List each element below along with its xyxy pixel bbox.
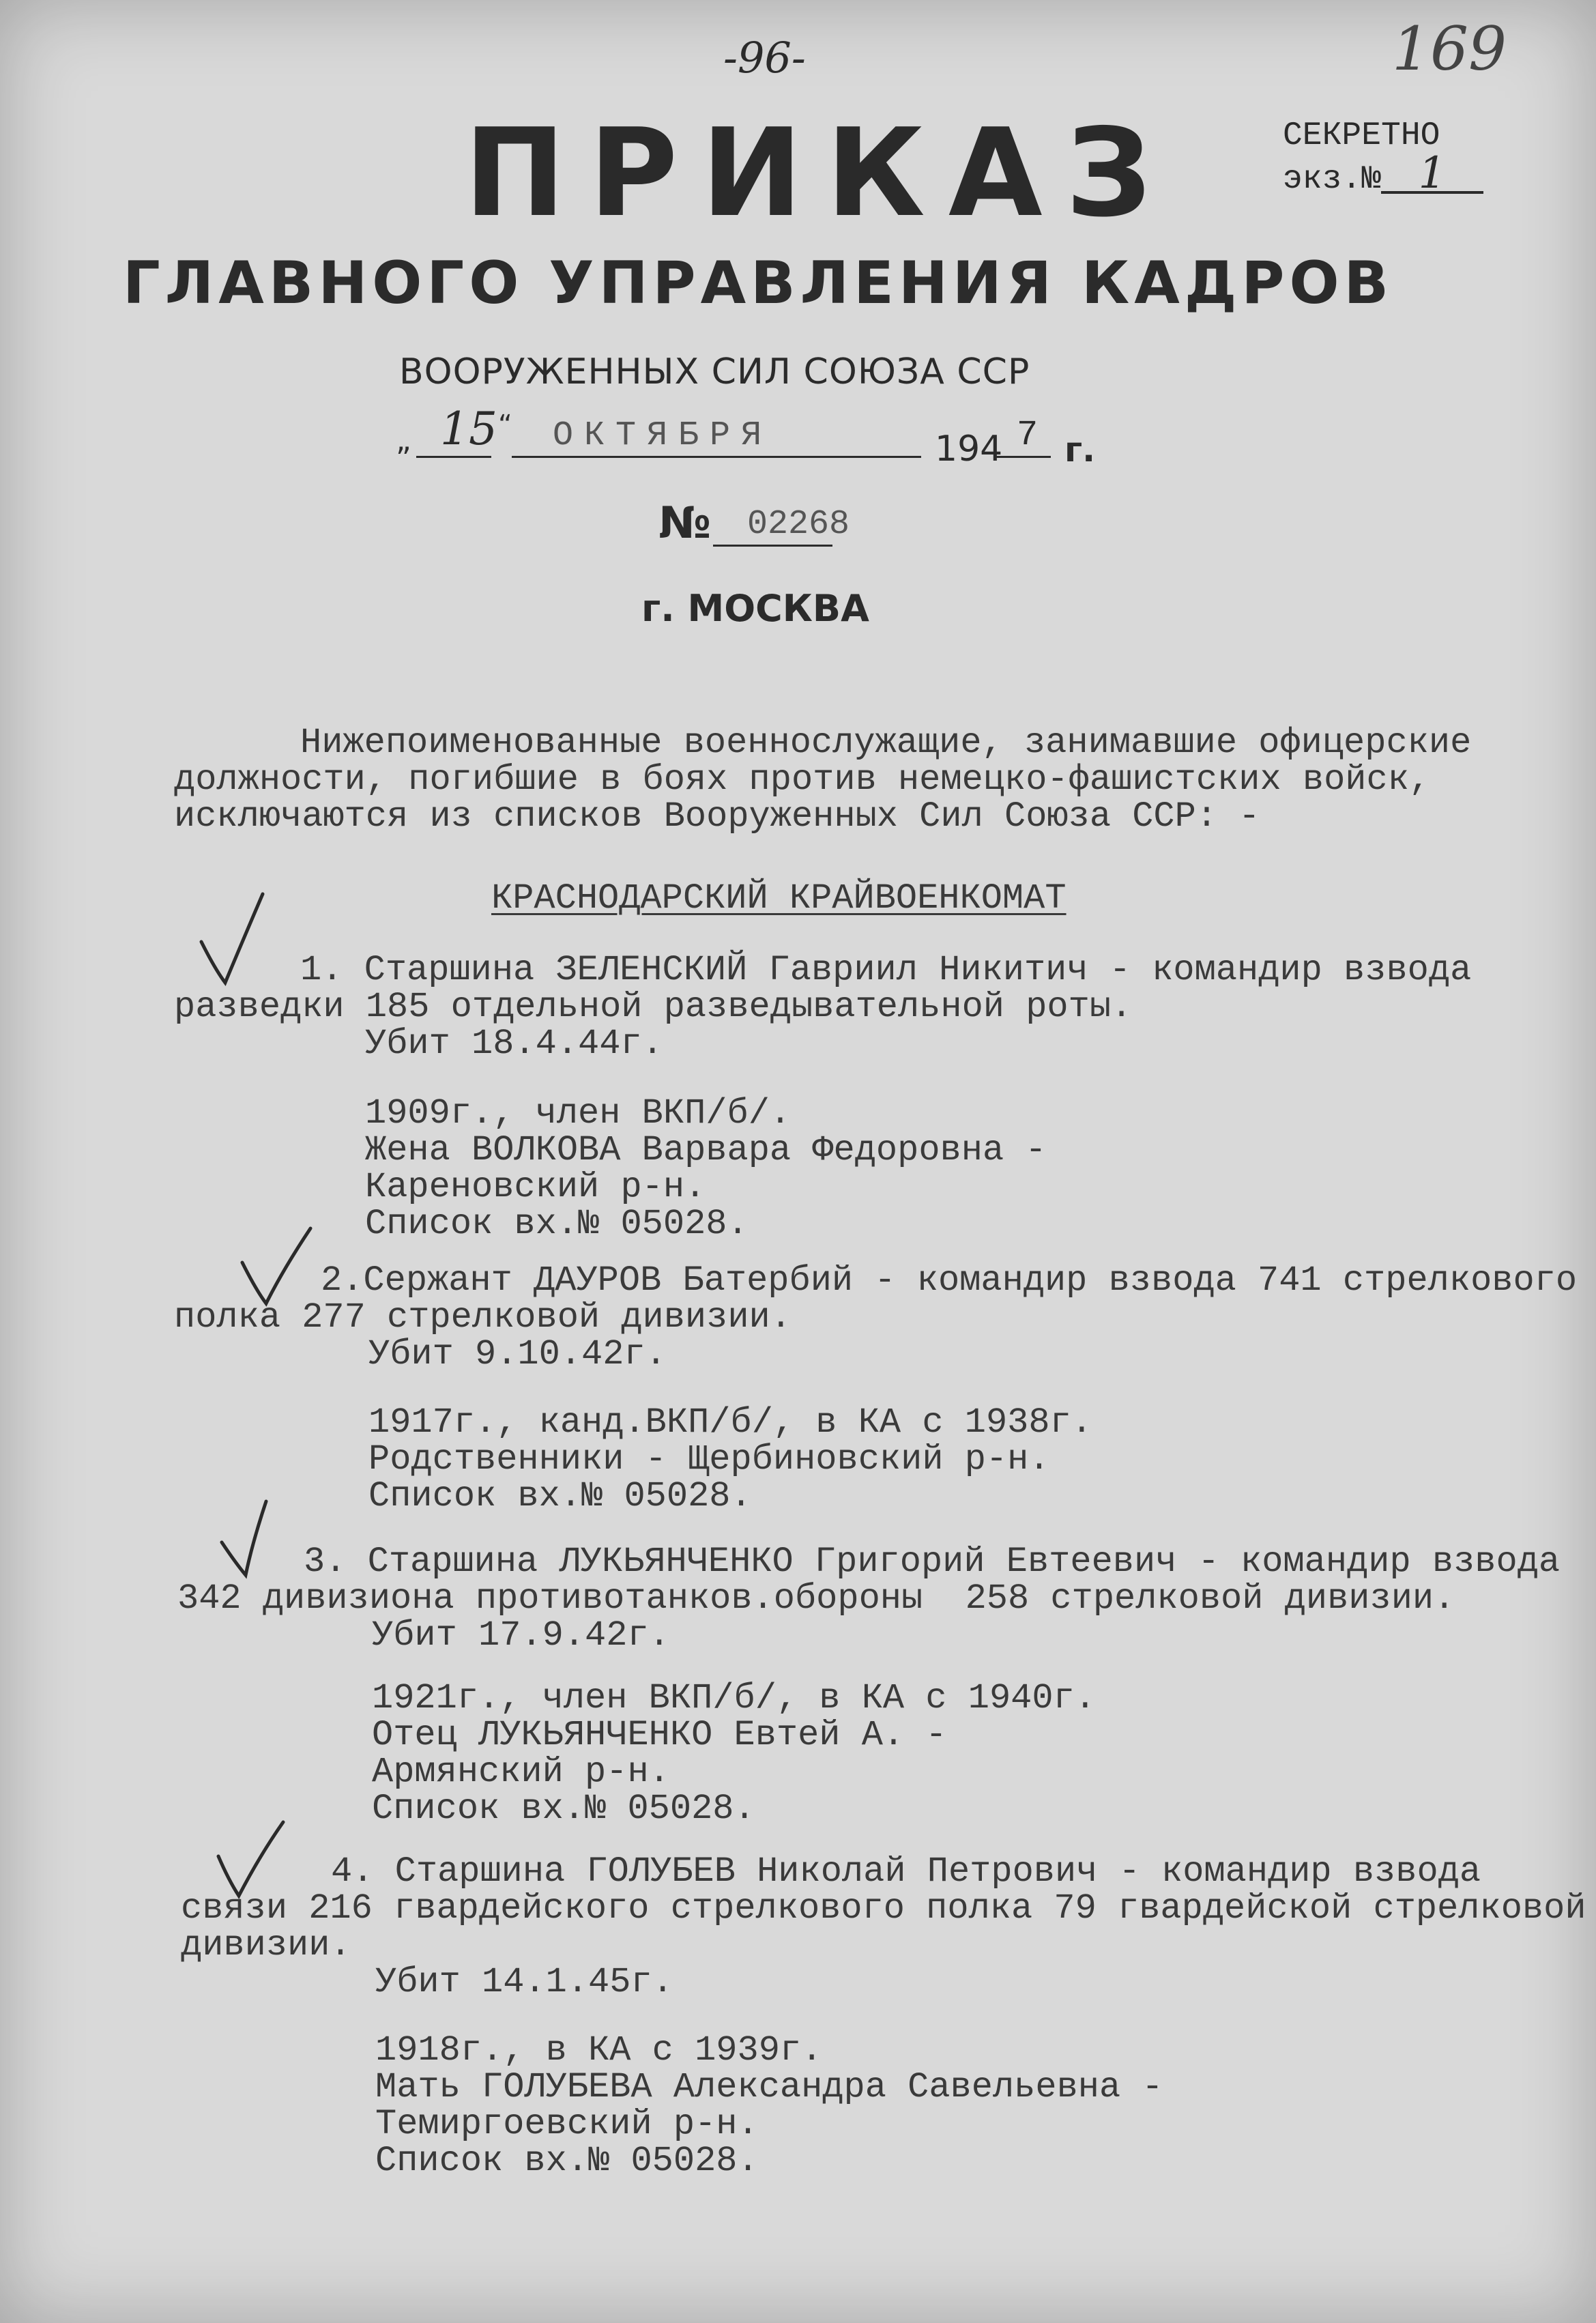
date-year-digit: 7: [1017, 415, 1039, 455]
archive-sheet-number: 169: [1392, 14, 1507, 84]
order-number: 02268: [747, 505, 850, 544]
entry-1-line-2: разведки 185 отдельной разведывательной роты.: [174, 987, 1133, 1027]
entry-1-line-1: 1. Старшина ЗЕЛЕНСКИЙ Гавриил Никитич - командир взвода: [300, 950, 1472, 990]
entry-2-info: Родственники - Щербиновский р-н.: [368, 1439, 1050, 1480]
order-date: [396, 409, 1105, 470]
date-open-quote: „: [396, 423, 411, 458]
secret-label: СЕКРЕТНО: [1283, 117, 1440, 154]
check-mark-icon: [235, 1222, 324, 1310]
intro-line: должности, погибшие в боях против немецко-фашистских войск,: [174, 760, 1431, 800]
entry-1-info: Жена ВОЛКОВА Варвара Федоровна -: [365, 1130, 1047, 1170]
check-mark-icon: [215, 1495, 290, 1583]
entry-4-killed: Убит 14.1.45г.: [375, 1962, 673, 2002]
number-underline: [713, 545, 832, 547]
day-underline: [416, 456, 491, 458]
intro-line: Нижепоименованные военнослужащие, занимавшие офицерские: [300, 723, 1472, 763]
entry-3-line-1: 3. Старшина ЛУКЬЯНЧЕНКО Григорий Евтеевич - командир взвода: [304, 1542, 1561, 1582]
commissariat-heading: КРАСНОДАРСКИЙ КРАЙВОЕНКОМАТ: [491, 878, 1067, 919]
entry-3-info: Список вх.№ 05028.: [372, 1789, 755, 1829]
entry-2-killed: Убит 9.10.42г.: [368, 1334, 667, 1374]
entry-4-line-1: 4. Старшина ГОЛУБЕВ Николай Петрович - командир взвода: [331, 1851, 1481, 1892]
check-mark-icon: [194, 887, 276, 990]
entry-1-info: Кареновский р-н.: [365, 1167, 706, 1207]
forces-heading: ВООРУЖЕННЫХ СИЛ СОЮЗА ССР: [399, 351, 1030, 392]
entry-3-info: Армянский р-н.: [372, 1752, 670, 1792]
entry-2-line-1: 2.Сержант ДАУРОВ Батербий - командир взвода 741 стрелкового: [321, 1260, 1578, 1301]
copy-number: 1: [1381, 156, 1483, 194]
entry-2-info: Список вх.№ 05028.: [368, 1476, 752, 1516]
document-title: ПРИКАЗ: [464, 102, 1176, 244]
entry-4-info: Мать ГОЛУБЕВА Александра Савельевна -: [375, 2067, 1163, 2107]
entry-4-line-2: связи 216 гвардейского стрелкового полка 79 гвардейской стрелковой: [181, 1888, 1586, 1929]
entry-1-info: 1909г., член ВКП/б/.: [365, 1093, 792, 1134]
order-number-row: [658, 498, 931, 560]
check-mark-icon: [212, 1815, 293, 1904]
entry-4-line-3: дивизии.: [181, 1925, 351, 1965]
month-underline: [512, 456, 921, 458]
entry-4-info: 1918г., в КА с 1939г.: [375, 2030, 823, 2070]
date-year-prefix: 194: [935, 429, 1003, 470]
entry-4-info: Темиргоевский р-н.: [375, 2104, 759, 2144]
date-suffix: г.: [1064, 430, 1096, 470]
entry-3-line-2: 342 дивизиона противотанков.обороны 258 стрелковой дивизии.: [177, 1578, 1455, 1619]
entry-4-info: Список вх.№ 05028.: [375, 2141, 759, 2181]
date-month: ОКТЯБРЯ: [553, 416, 773, 455]
organization-heading: ГЛАВНОГО УПРАВЛЕНИЯ КАДРОВ: [123, 249, 1394, 317]
page-number: -96-: [723, 33, 806, 83]
entry-3-info: 1921г., член ВКП/б/, в КА с 1940г.: [372, 1678, 1096, 1718]
entry-3-info: Отец ЛУКЬЯНЧЕНКО Евтей А. -: [372, 1715, 947, 1755]
date-day: 15: [440, 403, 497, 455]
entry-1-killed: Убит 18.4.44г.: [365, 1024, 663, 1064]
intro-line: исключаются из списков Вооруженных Сил Союза ССР: -: [174, 796, 1260, 837]
city-line: г. МОСКВА: [641, 587, 869, 630]
number-label: №: [658, 498, 711, 549]
copy-number-line: [1283, 148, 1483, 199]
entry-1-info: Список вх.№ 05028.: [365, 1204, 749, 1244]
entry-3-killed: Убит 17.9.42г.: [372, 1615, 670, 1656]
entry-2-line-2: полка 277 стрелковой дивизии.: [174, 1297, 792, 1338]
date-close-quote: “: [498, 409, 512, 441]
secrecy-stamp: [1283, 116, 1483, 199]
year-underline: [996, 456, 1051, 458]
entry-2-info: 1917г., канд.ВКП/б/, в КА с 1938г.: [368, 1402, 1092, 1443]
copy-label: экз.№: [1283, 161, 1382, 198]
